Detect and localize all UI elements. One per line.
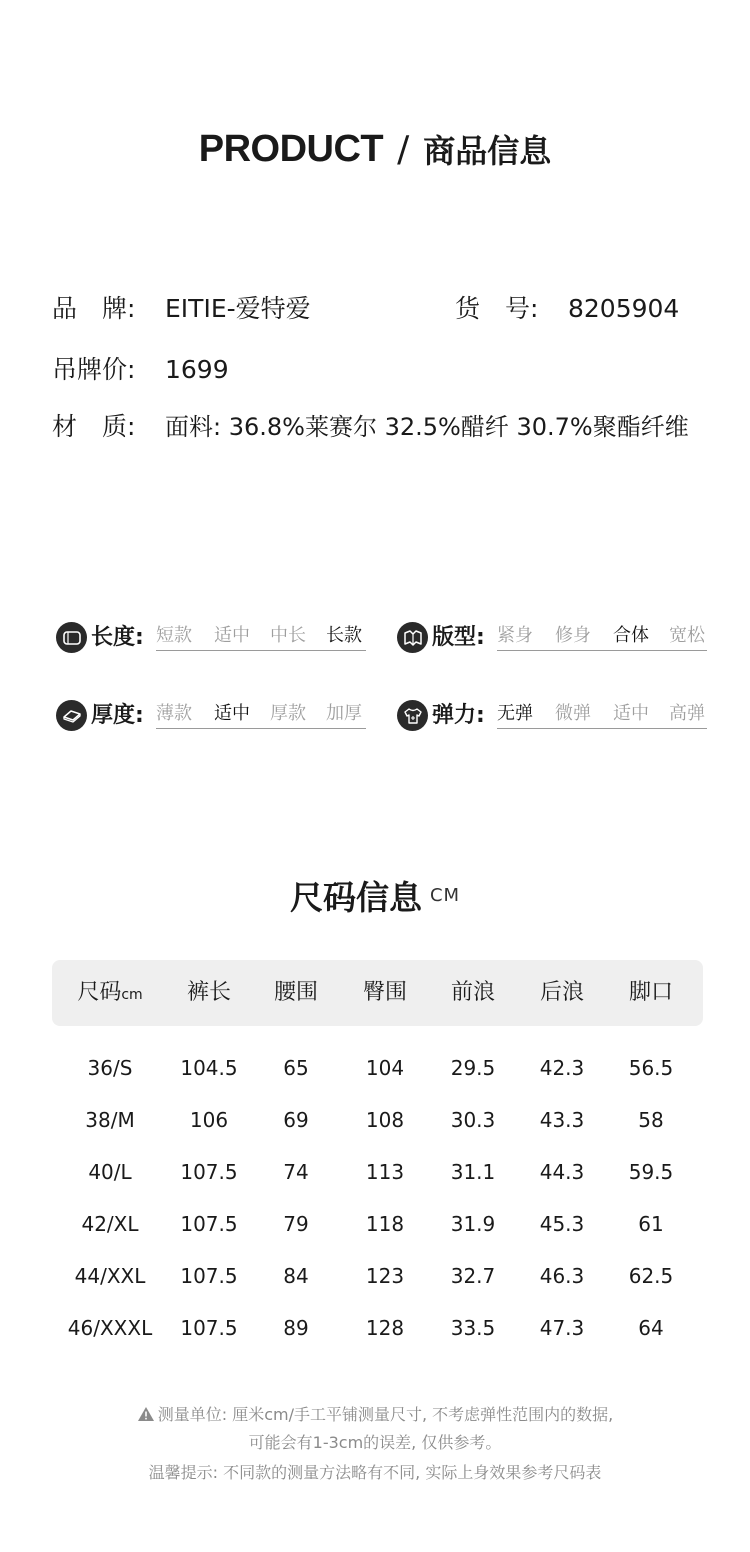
- elasticity-option-none: 无弹: [497, 703, 533, 724]
- material-row: [52, 411, 712, 443]
- title-chinese: 商品信息: [423, 132, 552, 170]
- header-waist: 腰围: [273, 980, 318, 1005]
- header-size-text: 尺码: [77, 980, 122, 1005]
- cell-length: 106: [189, 1108, 229, 1132]
- length-option-mid-long: 中长: [270, 625, 306, 646]
- material-label: 材 质:: [52, 412, 136, 441]
- size-info-title: [0, 872, 750, 918]
- cell-waist: 89: [283, 1316, 309, 1340]
- note-line-1: [0, 1400, 750, 1430]
- fit-icon: [397, 622, 428, 653]
- thickness-option-thin: 薄款: [156, 703, 192, 724]
- note-line-3: 温馨提示: 不同款的测量方法略有不同, 实际上身效果参考尺码表: [148, 1463, 602, 1482]
- table-row: [52, 1302, 703, 1354]
- cell-hip: 108: [365, 1108, 405, 1132]
- cell-length: 107.5: [180, 1264, 238, 1288]
- cell-front-rise: 31.1: [450, 1160, 496, 1184]
- header-front-rise: 前浪: [450, 980, 495, 1005]
- cell-leg-opening: 61: [638, 1212, 664, 1236]
- thickness-scale: [156, 702, 366, 729]
- cell-front-rise: 31.9: [450, 1212, 496, 1236]
- cell-leg-opening: 62.5: [628, 1264, 674, 1288]
- note-line-2: 可能会有1-3cm的误差, 仅供参考。: [248, 1433, 502, 1452]
- cell-hip: 104: [365, 1056, 405, 1080]
- cell-length: 104.5: [180, 1056, 238, 1080]
- elasticity-scale: [497, 702, 707, 729]
- cell-front-rise: 30.3: [450, 1108, 496, 1132]
- warning-icon: [137, 1402, 155, 1431]
- section-title-product: [0, 122, 750, 176]
- thickness-icon: [56, 700, 87, 731]
- attribute-elasticity: [397, 698, 717, 734]
- cell-front-rise: 32.7: [450, 1264, 496, 1288]
- length-option-long: 长款: [326, 625, 362, 646]
- cell-length: 107.5: [180, 1316, 238, 1340]
- cell-back-rise: 44.3: [539, 1160, 585, 1184]
- thickness-option-medium: 适中: [214, 703, 250, 724]
- thickness-label: 厚度:: [91, 703, 144, 728]
- sku-label: 货 号:: [455, 294, 539, 323]
- table-row: [52, 1146, 703, 1198]
- cell-back-rise: 47.3: [539, 1316, 585, 1340]
- price-value: 1699: [165, 355, 229, 384]
- cell-back-rise: 42.3: [539, 1056, 585, 1080]
- thickness-option-thick: 厚款: [270, 703, 306, 724]
- fit-label: 版型:: [432, 625, 485, 650]
- table-row: [52, 1042, 703, 1094]
- cell-size: 46/XXXL: [67, 1316, 153, 1340]
- cell-waist: 84: [283, 1264, 309, 1288]
- cell-back-rise: 43.3: [539, 1108, 585, 1132]
- header-hip: 臀围: [362, 980, 407, 1005]
- table-row: [52, 1198, 703, 1250]
- brand-row: [52, 293, 702, 325]
- fit-option-regular: 合体: [613, 625, 649, 646]
- cell-size: 36/S: [87, 1056, 133, 1080]
- cell-leg-opening: 64: [638, 1316, 664, 1340]
- attribute-thickness: [56, 698, 376, 734]
- title-slash: /: [397, 128, 410, 170]
- cell-size: 38/M: [85, 1108, 135, 1132]
- cell-size: 40/L: [88, 1160, 132, 1184]
- cell-length: 107.5: [180, 1160, 238, 1184]
- title-english: PRODUCT: [198, 127, 384, 170]
- cell-hip: 118: [365, 1212, 405, 1236]
- material-value: 面料: 36.8%莱赛尔 32.5%醋纤 30.7%聚酯纤维: [165, 413, 689, 441]
- length-label: 长度:: [91, 625, 144, 650]
- elasticity-option-slight: 微弹: [555, 703, 591, 724]
- elasticity-option-high: 高弹: [669, 703, 705, 724]
- size-title-text: 尺码信息: [289, 878, 422, 917]
- cell-size: 44/XXL: [74, 1264, 146, 1288]
- price-row: [52, 354, 702, 386]
- sku-value: 8205904: [568, 294, 680, 323]
- fit-option-loose: 宽松: [669, 625, 705, 646]
- header-leg-opening: 脚口: [628, 980, 673, 1005]
- cell-hip: 128: [365, 1316, 405, 1340]
- pants-length-icon: [56, 622, 87, 653]
- fit-option-slim: 修身: [555, 625, 591, 646]
- brand-value: EITIE-爱特爱: [165, 294, 311, 323]
- cell-waist: 69: [283, 1108, 309, 1132]
- length-option-short: 短款: [156, 625, 192, 646]
- size-table-header: [52, 960, 703, 1026]
- cell-size: 42/XL: [81, 1212, 139, 1236]
- header-length: 裤长: [186, 980, 231, 1005]
- table-row: [52, 1250, 703, 1302]
- elasticity-label: 弹力:: [432, 703, 485, 728]
- cell-length: 107.5: [180, 1212, 238, 1236]
- elasticity-option-medium: 适中: [613, 703, 649, 724]
- header-size: [52, 960, 168, 1026]
- fit-scale: [497, 624, 707, 651]
- header-size-unit: cm: [121, 987, 143, 1003]
- length-option-medium: 适中: [214, 625, 250, 646]
- table-row: [52, 1094, 703, 1146]
- brand-label: 品 牌:: [52, 294, 136, 323]
- elasticity-icon: [397, 700, 428, 731]
- length-scale: [156, 624, 366, 651]
- cell-waist: 74: [283, 1160, 309, 1184]
- note-text-1: 测量单位: 厘米cm/手工平铺测量尺寸, 不考虑弹性范围内的数据,: [157, 1405, 614, 1424]
- price-label: 吊牌价:: [52, 355, 136, 384]
- size-title-unit: CM: [429, 885, 461, 906]
- cell-hip: 123: [365, 1264, 405, 1288]
- attribute-length: [56, 620, 376, 656]
- cell-front-rise: 33.5: [450, 1316, 496, 1340]
- cell-leg-opening: 58: [638, 1108, 664, 1132]
- fit-option-tight: 紧身: [497, 625, 533, 646]
- cell-waist: 65: [283, 1056, 309, 1080]
- thickness-option-extra-thick: 加厚: [326, 703, 362, 724]
- header-back-rise: 后浪: [539, 980, 584, 1005]
- attribute-fit: [397, 620, 717, 656]
- cell-leg-opening: 59.5: [628, 1160, 674, 1184]
- cell-front-rise: 29.5: [450, 1056, 496, 1080]
- cell-hip: 113: [365, 1160, 405, 1184]
- cell-leg-opening: 56.5: [628, 1056, 674, 1080]
- cell-back-rise: 45.3: [539, 1212, 585, 1236]
- cell-back-rise: 46.3: [539, 1264, 585, 1288]
- cell-waist: 79: [283, 1212, 309, 1236]
